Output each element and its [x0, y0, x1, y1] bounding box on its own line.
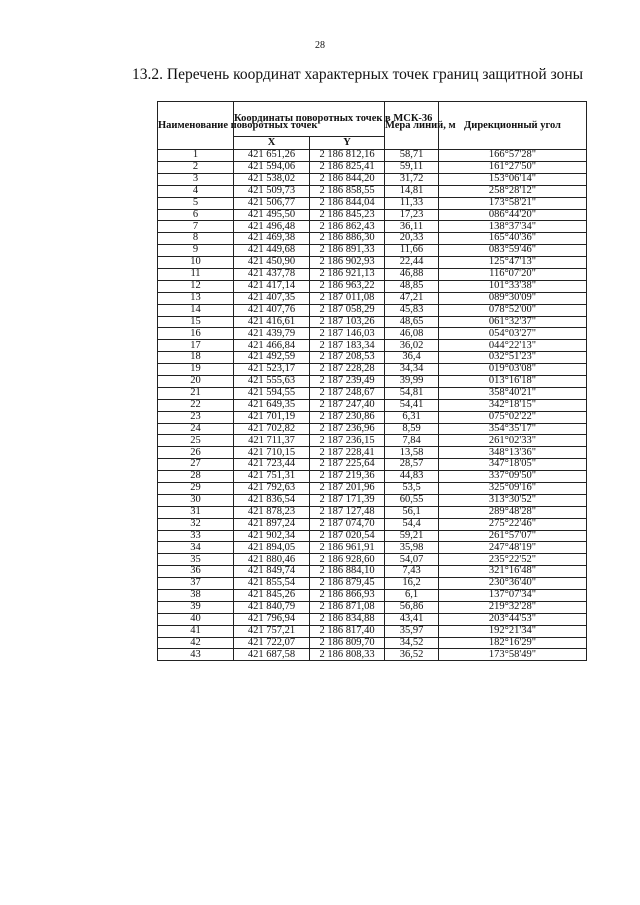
x-coordinate-cell: 421 880,46 [234, 554, 310, 566]
point-number-cell: 35 [158, 554, 234, 566]
x-coordinate-cell: 421 849,74 [234, 566, 310, 578]
header-line-length: Мера линий, м [385, 102, 439, 150]
y-coordinate-cell: 2 187 247,40 [310, 399, 385, 411]
direction-angle-cell: 153°06'14" [439, 173, 587, 185]
table-row [158, 197, 587, 209]
line-length-cell: 36,11 [385, 221, 439, 233]
x-coordinate-cell: 421 711,37 [234, 435, 310, 447]
table-row [158, 601, 587, 613]
line-length-cell: 28,57 [385, 459, 439, 471]
direction-angle-cell: 289°48'28" [439, 506, 587, 518]
direction-angle-cell: 325°09'16" [439, 483, 587, 495]
line-length-cell: 43,41 [385, 613, 439, 625]
x-coordinate-cell: 421 792,63 [234, 483, 310, 495]
y-coordinate-cell: 2 186 866,93 [310, 590, 385, 602]
x-coordinate-cell: 421 407,35 [234, 292, 310, 304]
line-length-cell: 54,81 [385, 387, 439, 399]
y-coordinate-cell: 2 187 228,41 [310, 447, 385, 459]
x-coordinate-cell: 421 509,73 [234, 185, 310, 197]
point-number-cell: 38 [158, 590, 234, 602]
direction-angle-cell: 203°44'53" [439, 613, 587, 625]
line-length-cell: 36,52 [385, 649, 439, 661]
point-number-cell: 42 [158, 637, 234, 649]
y-coordinate-cell: 2 187 208,53 [310, 352, 385, 364]
direction-angle-cell: 347°18'05" [439, 459, 587, 471]
y-coordinate-cell: 2 186 825,41 [310, 161, 385, 173]
line-length-cell: 59,21 [385, 530, 439, 542]
table-row [158, 185, 587, 197]
x-coordinate-cell: 421 796,94 [234, 613, 310, 625]
direction-angle-cell: 358°40'21" [439, 387, 587, 399]
y-coordinate-cell: 2 187 225,64 [310, 459, 385, 471]
y-coordinate-cell: 2 186 963,22 [310, 280, 385, 292]
table-row [158, 280, 587, 292]
direction-angle-cell: 219°32'28" [439, 601, 587, 613]
table-row [158, 375, 587, 387]
point-number-cell: 4 [158, 185, 234, 197]
point-number-cell: 40 [158, 613, 234, 625]
direction-angle-cell: 354°35'17" [439, 423, 587, 435]
line-length-cell: 58,71 [385, 150, 439, 162]
table-row [158, 518, 587, 530]
y-coordinate-cell: 2 186 886,30 [310, 233, 385, 245]
y-coordinate-cell: 2 187 103,26 [310, 316, 385, 328]
table-row [158, 530, 587, 542]
line-length-cell: 48,65 [385, 316, 439, 328]
table-row [158, 423, 587, 435]
y-coordinate-cell: 2 187 236,15 [310, 435, 385, 447]
direction-angle-cell: 348°13'36" [439, 447, 587, 459]
point-number-cell: 31 [158, 506, 234, 518]
x-coordinate-cell: 421 466,84 [234, 340, 310, 352]
direction-angle-cell: 032°51'23" [439, 352, 587, 364]
x-coordinate-cell: 421 407,76 [234, 304, 310, 316]
y-coordinate-cell: 2 187 127,48 [310, 506, 385, 518]
table-row [158, 399, 587, 411]
y-coordinate-cell: 2 187 248,67 [310, 387, 385, 399]
point-number-cell: 22 [158, 399, 234, 411]
point-number-cell: 15 [158, 316, 234, 328]
direction-angle-cell: 138°37'34" [439, 221, 587, 233]
direction-angle-cell: 019°03'08" [439, 364, 587, 376]
x-coordinate-cell: 421 687,58 [234, 649, 310, 661]
direction-angle-cell: 116°07'20" [439, 268, 587, 280]
x-coordinate-cell: 421 469,38 [234, 233, 310, 245]
table-body [158, 150, 587, 661]
direction-angle-cell: 261°57'07" [439, 530, 587, 542]
table-row [158, 221, 587, 233]
x-coordinate-cell: 421 496,48 [234, 221, 310, 233]
y-coordinate-cell: 2 187 239,49 [310, 375, 385, 387]
y-coordinate-cell: 2 187 201,96 [310, 483, 385, 495]
point-number-cell: 10 [158, 257, 234, 269]
point-number-cell: 36 [158, 566, 234, 578]
line-length-cell: 36,02 [385, 340, 439, 352]
line-length-cell: 34,52 [385, 637, 439, 649]
line-length-cell: 6,31 [385, 411, 439, 423]
point-number-cell: 26 [158, 447, 234, 459]
direction-angle-cell: 230°36'40" [439, 578, 587, 590]
line-length-cell: 54,41 [385, 399, 439, 411]
table-row [158, 304, 587, 316]
direction-angle-cell: 166°57'28" [439, 150, 587, 162]
point-number-cell: 41 [158, 625, 234, 637]
direction-angle-cell: 173°58'49" [439, 649, 587, 661]
table-row [158, 578, 587, 590]
point-number-cell: 30 [158, 494, 234, 506]
table-row [158, 506, 587, 518]
table-row [158, 625, 587, 637]
line-length-cell: 34,34 [385, 364, 439, 376]
line-length-cell: 53,5 [385, 483, 439, 495]
y-coordinate-cell: 2 186 884,10 [310, 566, 385, 578]
y-coordinate-cell: 2 186 902,93 [310, 257, 385, 269]
table-row [158, 316, 587, 328]
line-length-cell: 13,58 [385, 447, 439, 459]
table-row [158, 447, 587, 459]
point-number-cell: 17 [158, 340, 234, 352]
table-row [158, 173, 587, 185]
direction-angle-cell: 044°22'13" [439, 340, 587, 352]
table-row [158, 435, 587, 447]
point-number-cell: 33 [158, 530, 234, 542]
table-row [158, 161, 587, 173]
x-coordinate-cell: 421 555,63 [234, 375, 310, 387]
direction-angle-cell: 235°22'52" [439, 554, 587, 566]
section-heading: 13.2. Перечень координат характерных точек границ защитной зоны [132, 66, 584, 83]
x-coordinate-cell: 421 897,24 [234, 518, 310, 530]
direction-angle-cell: 313°30'52" [439, 494, 587, 506]
x-coordinate-cell: 421 437,78 [234, 268, 310, 280]
point-number-cell: 32 [158, 518, 234, 530]
direction-angle-cell: 247°48'19" [439, 542, 587, 554]
direction-angle-cell: 083°59'46" [439, 245, 587, 257]
line-length-cell: 56,1 [385, 506, 439, 518]
line-length-cell: 11,66 [385, 245, 439, 257]
point-number-cell: 2 [158, 161, 234, 173]
header-point-name: Наименование поворотных точек [158, 102, 234, 150]
y-coordinate-cell: 2 186 921,13 [310, 268, 385, 280]
y-coordinate-cell: 2 187 171,39 [310, 494, 385, 506]
y-coordinate-cell: 2 186 812,16 [310, 150, 385, 162]
header-y: Y [310, 137, 385, 150]
table-row [158, 364, 587, 376]
y-coordinate-cell: 2 186 845,23 [310, 209, 385, 221]
direction-angle-cell: 342°18'15" [439, 399, 587, 411]
y-coordinate-cell: 2 186 808,33 [310, 649, 385, 661]
point-number-cell: 18 [158, 352, 234, 364]
table-row [158, 613, 587, 625]
y-coordinate-cell: 2 186 809,70 [310, 637, 385, 649]
point-number-cell: 5 [158, 197, 234, 209]
table-row [158, 590, 587, 602]
table-row [158, 268, 587, 280]
point-number-cell: 34 [158, 542, 234, 554]
point-number-cell: 16 [158, 328, 234, 340]
x-coordinate-cell: 421 878,23 [234, 506, 310, 518]
line-length-cell: 35,97 [385, 625, 439, 637]
y-coordinate-cell: 2 186 879,45 [310, 578, 385, 590]
table-row [158, 340, 587, 352]
page-number: 28 [315, 40, 325, 51]
x-coordinate-cell: 421 710,15 [234, 447, 310, 459]
x-coordinate-cell: 421 651,26 [234, 150, 310, 162]
line-length-cell: 56,86 [385, 601, 439, 613]
direction-angle-cell: 078°52'00" [439, 304, 587, 316]
y-coordinate-cell: 2 186 862,43 [310, 221, 385, 233]
y-coordinate-cell: 2 187 230,86 [310, 411, 385, 423]
line-length-cell: 7,84 [385, 435, 439, 447]
direction-angle-cell: 337°09'50" [439, 471, 587, 483]
table-row [158, 257, 587, 269]
line-length-cell: 59,11 [385, 161, 439, 173]
line-length-cell: 46,88 [385, 268, 439, 280]
point-number-cell: 7 [158, 221, 234, 233]
point-number-cell: 19 [158, 364, 234, 376]
x-coordinate-cell: 421 722,07 [234, 637, 310, 649]
direction-angle-cell: 137°07'34" [439, 590, 587, 602]
x-coordinate-cell: 421 450,90 [234, 257, 310, 269]
point-number-cell: 21 [158, 387, 234, 399]
table-row [158, 245, 587, 257]
direction-angle-cell: 086°44'20" [439, 209, 587, 221]
direction-angle-cell: 089°30'09" [439, 292, 587, 304]
x-coordinate-cell: 421 701,19 [234, 411, 310, 423]
direction-angle-cell: 192°21'34" [439, 625, 587, 637]
table-row [158, 483, 587, 495]
x-coordinate-cell: 421 416,61 [234, 316, 310, 328]
table-row [158, 233, 587, 245]
point-number-cell: 12 [158, 280, 234, 292]
x-coordinate-cell: 421 723,44 [234, 459, 310, 471]
x-coordinate-cell: 421 417,14 [234, 280, 310, 292]
table-row [158, 566, 587, 578]
point-number-cell: 43 [158, 649, 234, 661]
point-number-cell: 13 [158, 292, 234, 304]
direction-angle-cell: 182°16'29" [439, 637, 587, 649]
direction-angle-cell: 061°32'37" [439, 316, 587, 328]
direction-angle-cell: 101°33'38" [439, 280, 587, 292]
table-row [158, 554, 587, 566]
x-coordinate-cell: 421 902,34 [234, 530, 310, 542]
y-coordinate-cell: 2 187 236,96 [310, 423, 385, 435]
line-length-cell: 54,07 [385, 554, 439, 566]
table-row [158, 352, 587, 364]
direction-angle-cell: 161°27'50" [439, 161, 587, 173]
table-row [158, 411, 587, 423]
header-coordinates: Координаты поворотных точек в МСК-36 [234, 102, 385, 137]
direction-angle-cell: 321°16'48" [439, 566, 587, 578]
x-coordinate-cell: 421 751,31 [234, 471, 310, 483]
point-number-cell: 39 [158, 601, 234, 613]
y-coordinate-cell: 2 187 219,36 [310, 471, 385, 483]
table-row [158, 471, 587, 483]
x-coordinate-cell: 421 855,54 [234, 578, 310, 590]
x-coordinate-cell: 421 845,26 [234, 590, 310, 602]
y-coordinate-cell: 2 186 834,88 [310, 613, 385, 625]
x-coordinate-cell: 421 894,05 [234, 542, 310, 554]
direction-angle-cell: 261°02'33" [439, 435, 587, 447]
y-coordinate-cell: 2 186 928,60 [310, 554, 385, 566]
line-length-cell: 22,44 [385, 257, 439, 269]
point-number-cell: 6 [158, 209, 234, 221]
y-coordinate-cell: 2 187 058,29 [310, 304, 385, 316]
point-number-cell: 3 [158, 173, 234, 185]
line-length-cell: 47,21 [385, 292, 439, 304]
point-number-cell: 29 [158, 483, 234, 495]
x-coordinate-cell: 421 594,06 [234, 161, 310, 173]
table-row [158, 649, 587, 661]
point-number-cell: 8 [158, 233, 234, 245]
direction-angle-cell: 258°28'12" [439, 185, 587, 197]
x-coordinate-cell: 421 492,59 [234, 352, 310, 364]
point-number-cell: 20 [158, 375, 234, 387]
y-coordinate-cell: 2 187 228,28 [310, 364, 385, 376]
line-length-cell: 54,4 [385, 518, 439, 530]
x-coordinate-cell: 421 702,82 [234, 423, 310, 435]
y-coordinate-cell: 2 187 011,08 [310, 292, 385, 304]
y-coordinate-cell: 2 186 891,33 [310, 245, 385, 257]
point-number-cell: 28 [158, 471, 234, 483]
y-coordinate-cell: 2 186 961,91 [310, 542, 385, 554]
y-coordinate-cell: 2 186 844,04 [310, 197, 385, 209]
direction-angle-cell: 275°22'46" [439, 518, 587, 530]
table-row [158, 387, 587, 399]
line-length-cell: 44,83 [385, 471, 439, 483]
line-length-cell: 48,85 [385, 280, 439, 292]
line-length-cell: 7,43 [385, 566, 439, 578]
point-number-cell: 27 [158, 459, 234, 471]
line-length-cell: 16,2 [385, 578, 439, 590]
table-row [158, 292, 587, 304]
direction-angle-cell: 013°16'18" [439, 375, 587, 387]
point-number-cell: 37 [158, 578, 234, 590]
coordinates-table [157, 101, 587, 661]
direction-angle-cell: 165°40'36" [439, 233, 587, 245]
x-coordinate-cell: 421 649,35 [234, 399, 310, 411]
header-direction-angle: Дирекционный угол [439, 102, 587, 150]
x-coordinate-cell: 421 757,21 [234, 625, 310, 637]
x-coordinate-cell: 421 594,55 [234, 387, 310, 399]
line-length-cell: 46,08 [385, 328, 439, 340]
x-coordinate-cell: 421 538,02 [234, 173, 310, 185]
line-length-cell: 14,81 [385, 185, 439, 197]
table-row [158, 542, 587, 554]
y-coordinate-cell: 2 186 817,40 [310, 625, 385, 637]
point-number-cell: 23 [158, 411, 234, 423]
line-length-cell: 6,1 [385, 590, 439, 602]
x-coordinate-cell: 421 495,50 [234, 209, 310, 221]
point-number-cell: 14 [158, 304, 234, 316]
y-coordinate-cell: 2 187 020,54 [310, 530, 385, 542]
x-coordinate-cell: 421 840,79 [234, 601, 310, 613]
line-length-cell: 35,98 [385, 542, 439, 554]
point-number-cell: 11 [158, 268, 234, 280]
y-coordinate-cell: 2 187 074,70 [310, 518, 385, 530]
header-x: X [234, 137, 310, 150]
table-row [158, 494, 587, 506]
point-number-cell: 1 [158, 150, 234, 162]
line-length-cell: 60,55 [385, 494, 439, 506]
table-row [158, 459, 587, 471]
y-coordinate-cell: 2 186 844,20 [310, 173, 385, 185]
x-coordinate-cell: 421 439,79 [234, 328, 310, 340]
y-coordinate-cell: 2 187 146,03 [310, 328, 385, 340]
line-length-cell: 20,33 [385, 233, 439, 245]
line-length-cell: 8,59 [385, 423, 439, 435]
x-coordinate-cell: 421 523,17 [234, 364, 310, 376]
point-number-cell: 9 [158, 245, 234, 257]
point-number-cell: 25 [158, 435, 234, 447]
x-coordinate-cell: 421 836,54 [234, 494, 310, 506]
direction-angle-cell: 173°58'21" [439, 197, 587, 209]
line-length-cell: 17,23 [385, 209, 439, 221]
line-length-cell: 39,99 [385, 375, 439, 387]
x-coordinate-cell: 421 506,77 [234, 197, 310, 209]
point-number-cell: 24 [158, 423, 234, 435]
table-row [158, 150, 587, 162]
line-length-cell: 31,72 [385, 173, 439, 185]
y-coordinate-cell: 2 186 871,08 [310, 601, 385, 613]
line-length-cell: 36,4 [385, 352, 439, 364]
direction-angle-cell: 054°03'27" [439, 328, 587, 340]
line-length-cell: 11,33 [385, 197, 439, 209]
y-coordinate-cell: 2 187 183,34 [310, 340, 385, 352]
y-coordinate-cell: 2 186 858,55 [310, 185, 385, 197]
line-length-cell: 45,83 [385, 304, 439, 316]
table-row [158, 637, 587, 649]
direction-angle-cell: 125°47'13" [439, 257, 587, 269]
table-row [158, 209, 587, 221]
table-row [158, 328, 587, 340]
x-coordinate-cell: 421 449,68 [234, 245, 310, 257]
direction-angle-cell: 075°02'22" [439, 411, 587, 423]
